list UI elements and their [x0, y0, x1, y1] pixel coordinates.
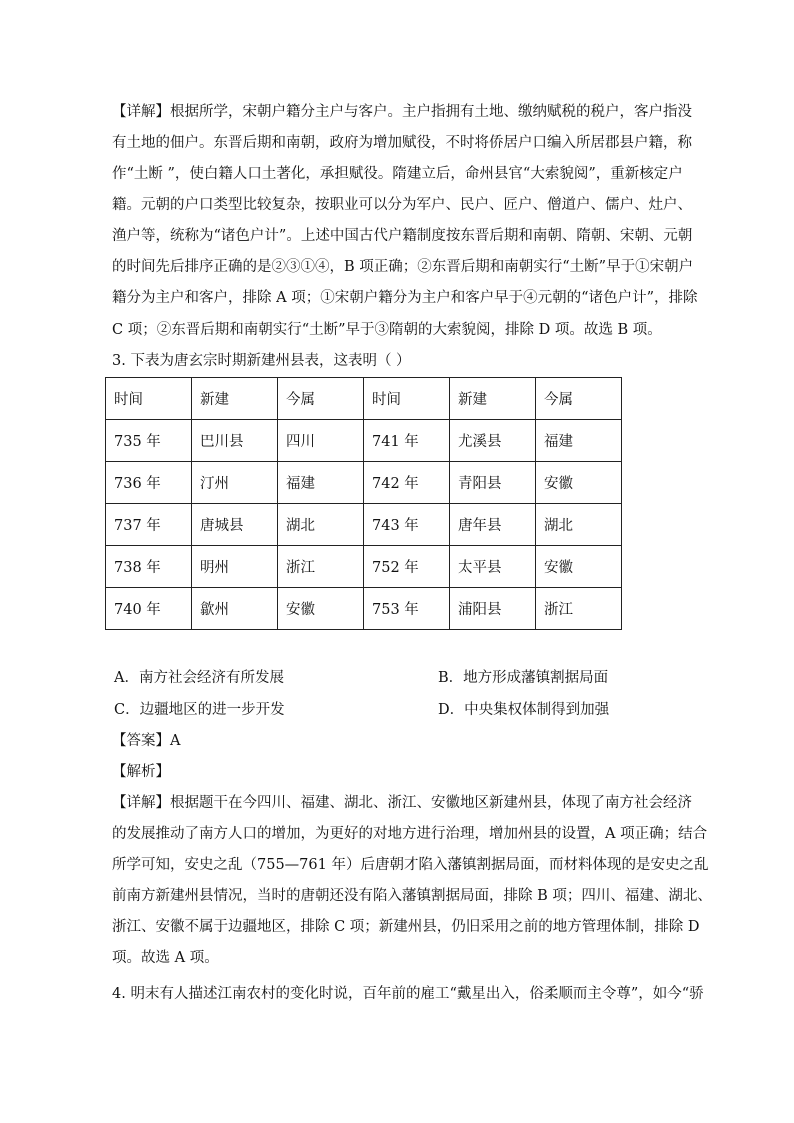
table-cell: 湖北 — [536, 504, 622, 546]
analysis-label: 【解析】 — [112, 764, 170, 780]
table-cell: 尤溪县 — [450, 420, 536, 462]
table-cell: 741 年 — [364, 420, 450, 462]
header-cell: 新建 — [450, 378, 536, 420]
option-c: C．边疆地区的进一步开发 — [114, 702, 285, 718]
header-cell: 今属 — [278, 378, 364, 420]
table-cell: 福建 — [278, 462, 364, 504]
explanation-line: C 项；②东晋后期和南朝实行“土断”早于③隋朝的大索貌阅，排除 D 项。故选 B 项。 — [112, 322, 662, 338]
header-cell: 时间 — [106, 378, 192, 420]
table-row — [106, 504, 622, 546]
table-cell: 太平县 — [450, 546, 536, 588]
table-cell: 浙江 — [536, 588, 622, 630]
table-header-row — [106, 378, 622, 420]
header-cell: 新建 — [192, 378, 278, 420]
explanation-line: 浙江、安徽不属于边疆地区，排除 C 项；新建州县，仍旧采用之前的地方管理体制，排除 D — [112, 919, 700, 935]
table-cell: 740 年 — [106, 588, 192, 630]
table-cell: 唐年县 — [450, 504, 536, 546]
explanation-line: 籍。元朝的户口类型比较复杂，按职业可以分为军户、民户、匠户、僧道户、儒户、灶户、 — [112, 197, 692, 213]
explanation-line: 前南方新建州县情况，当时的唐朝还没有陷入藩镇割据局面，排除 B 项；四川、福建、湖北、 — [112, 888, 712, 904]
table-cell: 浦阳县 — [450, 588, 536, 630]
table-cell: 巴川县 — [192, 420, 278, 462]
table-cell: 安徽 — [536, 462, 622, 504]
question-3-stem: 3. 下表为唐玄宗时期新建州县表，这表明（ ） — [112, 353, 411, 369]
explanation-line: 项。故选 A 项。 — [112, 950, 219, 966]
table-cell: 青阳县 — [450, 462, 536, 504]
table-cell: 四川 — [278, 420, 364, 462]
table-cell: 福建 — [536, 420, 622, 462]
table-row — [106, 546, 622, 588]
table-cell: 安徽 — [536, 546, 622, 588]
explanation-line: 【详解】根据题干在今四川、福建、湖北、浙江、安徽地区新建州县，体现了南方社会经济 — [112, 795, 692, 811]
option-a: A．南方社会经济有所发展 — [114, 670, 284, 686]
table-row — [106, 462, 622, 504]
header-cell: 时间 — [364, 378, 450, 420]
table-cell: 752 年 — [364, 546, 450, 588]
table-cell: 743 年 — [364, 504, 450, 546]
question-4-stem: 4. 明末有人描述江南农村的变化时说，百年前的雇工“戴星出入，俗柔顺而主令尊”，如今“骄 — [112, 986, 704, 1002]
header-cell: 今属 — [536, 378, 622, 420]
option-d: D．中央集权体制得到加强 — [438, 702, 610, 718]
table-cell: 753 年 — [364, 588, 450, 630]
table-cell: 736 年 — [106, 462, 192, 504]
option-b: B．地方形成藩镇割据局面 — [438, 670, 609, 686]
table-cell: 735 年 — [106, 420, 192, 462]
answer-line: 【答案】A — [112, 733, 181, 749]
table-cell: 742 年 — [364, 462, 450, 504]
table-cell: 湖北 — [278, 504, 364, 546]
table-cell: 737 年 — [106, 504, 192, 546]
explanation-line: 【详解】根据所学，宋朝户籍分主户与客户。主户指拥有土地、缴纳赋税的税户，客户指没 — [112, 104, 692, 120]
table-cell: 汀州 — [192, 462, 278, 504]
table-cell: 明州 — [192, 546, 278, 588]
explanation-line: 有土地的佃户。东晋后期和南朝，政府为增加赋役，不时将侨居户口编入所居郡县户籍，称 — [112, 135, 692, 151]
explanation-line: 所学可知，安史之乱（755—761 年）后唐朝才陷入藩镇割据局面，而材料体现的是安史之乱 — [112, 857, 709, 873]
explanation-line: 的时间先后排序正确的是②③①④，B 项正确；②东晋后期和南朝实行“土断”早于①宋朝户 — [112, 259, 694, 275]
table-cell: 安徽 — [278, 588, 364, 630]
explanation-line: 的发展推动了南方人口的增加，为更好的对地方进行治理，增加州县的设置，A 项正确；结合 — [112, 826, 708, 842]
explanation-line: 籍分为主户和客户，排除 A 项；①宋朝户籍分为主户和客户早于④元朝的“诸色户计”，排除 — [112, 290, 698, 306]
new-prefectures-table — [105, 377, 622, 630]
table-cell: 歙州 — [192, 588, 278, 630]
table-row — [106, 588, 622, 630]
table-cell: 唐城县 — [192, 504, 278, 546]
table-cell: 浙江 — [278, 546, 364, 588]
explanation-line: 作“土断 ”，使白籍人口土著化，承担赋役。隋建立后，命州县官“大索貌阅”，重新核定户 — [112, 166, 683, 182]
table-row — [106, 420, 622, 462]
explanation-line: 渔户等，统称为“诸色户计”。上述中国古代户籍制度按东晋后期和南朝、隋朝、宋朝、元朝 — [112, 228, 693, 244]
table-cell: 738 年 — [106, 546, 192, 588]
